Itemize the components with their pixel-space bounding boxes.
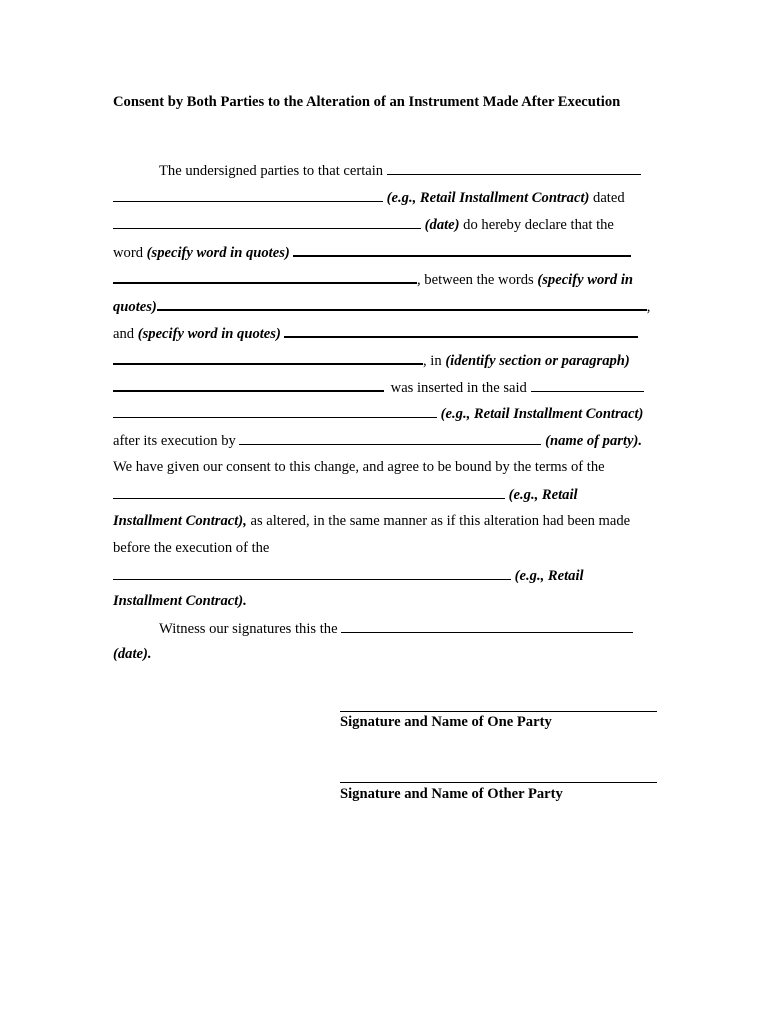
body-line-3: [113, 215, 653, 233]
body-line-5: [113, 269, 653, 287]
and-word-blank[interactable]: [284, 323, 638, 338]
body-line-8: [113, 350, 653, 368]
inserted-text: was inserted in the said: [390, 380, 527, 396]
instrument-name-blank-cont[interactable]: [113, 188, 383, 202]
said-instrument-blank-cont[interactable]: [113, 404, 437, 418]
instrument-name-blank[interactable]: [387, 161, 641, 175]
execution-instrument-hint-cont: Installment Contract).: [113, 593, 247, 609]
date-blank[interactable]: [113, 215, 421, 229]
body-line-11: [113, 431, 653, 449]
body-line-12: [113, 458, 653, 476]
body-line-1: [113, 161, 653, 179]
witness-date-blank[interactable]: [341, 619, 633, 633]
execution-instrument-blank[interactable]: [113, 566, 511, 580]
section-hint: (identify section or paragraph): [445, 353, 630, 369]
body-line-9: [113, 377, 653, 395]
instrument-hint: (e.g., Retail Installment Contract): [386, 190, 590, 206]
body-line-15: [113, 539, 653, 557]
terms-instrument-blank[interactable]: [113, 485, 505, 499]
consent-text: We have given our consent to this change, and agree to be bound by the terms of the: [113, 459, 605, 475]
word-blank-cont[interactable]: [113, 269, 417, 284]
document-title: Consent by Both Parties to the Alteration of an Instrument Made After Execution: [113, 94, 621, 110]
word-blank[interactable]: [293, 242, 631, 257]
declare-text: do hereby declare that the: [463, 217, 614, 233]
witness-date-hint: (date).: [113, 646, 152, 662]
between-text: , between the words: [417, 272, 534, 288]
party-hint: (name of party).: [545, 433, 642, 449]
signature-label-one-party: Signature and Name of One Party: [340, 714, 552, 730]
word-text: word: [113, 245, 143, 261]
witness-text: Witness our signatures this the: [159, 621, 338, 637]
said-instrument-hint: (e.g., Retail Installment Contract): [440, 406, 644, 422]
body-line-10: [113, 404, 653, 422]
and-word-blank-cont[interactable]: [113, 350, 423, 365]
signature-line-one-party[interactable]: [340, 711, 657, 712]
body-line-7: [113, 323, 653, 341]
in-text: , in: [423, 353, 442, 369]
body-line-14: [113, 512, 653, 530]
execution-text: after its execution by: [113, 433, 236, 449]
body-line-17: [113, 592, 653, 610]
terms-instrument-hint: (e.g., Retail: [508, 487, 578, 503]
body-line-4: [113, 242, 653, 260]
quotes-hint: quotes): [113, 299, 157, 315]
and-word-hint: (specify word in quotes): [137, 326, 281, 342]
body-line-2: [113, 188, 653, 206]
signature-line-other-party[interactable]: [340, 782, 657, 783]
execution-instrument-hint: (e.g., Retail: [514, 568, 584, 584]
date-hint: (date): [424, 217, 460, 233]
before-execution-text: before the execution of the: [113, 540, 270, 556]
body-line-16: [113, 566, 653, 584]
body-line-6: [113, 296, 653, 314]
word-hint: (specify word in quotes): [146, 245, 290, 261]
body-line-18: [113, 619, 653, 637]
comma: ,: [646, 299, 651, 315]
dated-text: dated: [593, 190, 625, 206]
body-line-13: [113, 485, 653, 503]
body-line-19: [113, 645, 653, 663]
said-instrument-blank[interactable]: [531, 378, 644, 392]
altered-text: as altered, in the same manner as if this alteration had been made: [250, 513, 631, 529]
section-blank[interactable]: [113, 377, 384, 392]
party-name-blank[interactable]: [239, 431, 541, 445]
between-hint: (specify word in: [537, 272, 634, 288]
intro-text: The undersigned parties to that certain: [159, 163, 384, 179]
signature-label-other-party: Signature and Name of Other Party: [340, 786, 563, 802]
between-words-blank[interactable]: [157, 296, 647, 311]
and-text: and: [113, 326, 135, 342]
terms-instrument-hint-cont: Installment Contract),: [113, 513, 247, 529]
